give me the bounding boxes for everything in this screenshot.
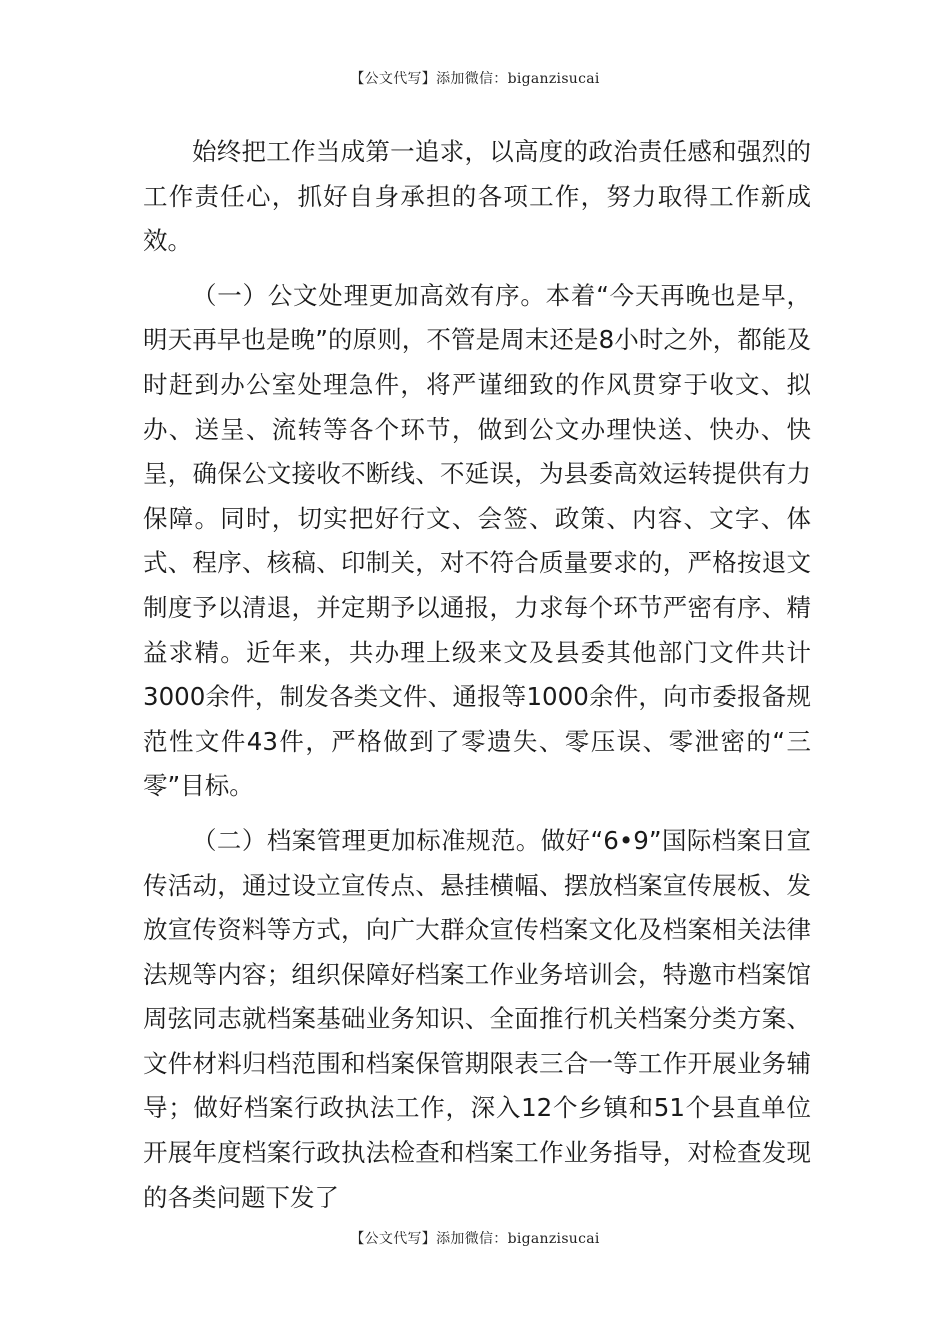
paragraph-intro: 始终把工作当成第一追求，以高度的政治责任感和强烈的工作责任心，抓好自身承担的各项工作，努力取得工作新成效。 — [143, 137, 811, 256]
paragraph-archive-management: （二）档案管理更加标准规范。做好“6•9”国际档案日宣传活动，通过设立宣传点、悬挂横幅、摆放档案宣传展板、发放宣传资料等方式，向广大群众宣传档案文化及档案相关法律法规等内容；组织保障好档案工作业务培训会，特邀市档案馆周弦同志就档案基础业务知识、全面推行机关档案分类方案、文件材料归档范围和档案保管期限表三合一等工作开展业务辅导；做好档案行政执法工作，深入12个乡镇和51个县直单位开展年度档案行政执法检查和档案工作业务指导，对检查发现的各类问题下发了 — [143, 825, 811, 1212]
page-footer: 【公文代写】添加微信：biganzisucai — [350, 1231, 600, 1247]
page-header: 【公文代写】添加微信：biganzisucai — [350, 71, 600, 87]
paragraph-document-processing: （一）公文处理更加高效有序。本着“今天再晚也是早，明天再早也是晚”的原则，不管是周末还是8小时之外，都能及时赶到办公室处理急件，将严谨细致的作风贯穿于收文、拟办、送呈、流转等各个环节，做到公文办理快送、快办、快呈，确保公文接收不断线、不延误，为县委高效运转提供有力保障。同时，切实把好行文、会签、政策、内容、文字、体式、程序、核稿、印制关，对不符合质量要求的，严格按退文制度予以清退，并定期予以通报，力求每个环节严密有序、精益求精。近年来，共办理上级来文及县委其他部门文件共计3000余件，制发各类文件、通报等1000余件，向市委报备规范性文件43件，严格做到了零遗失、零压误、零泄密的“三零”目标。 — [143, 280, 811, 801]
document-body — [143, 130, 811, 1230]
